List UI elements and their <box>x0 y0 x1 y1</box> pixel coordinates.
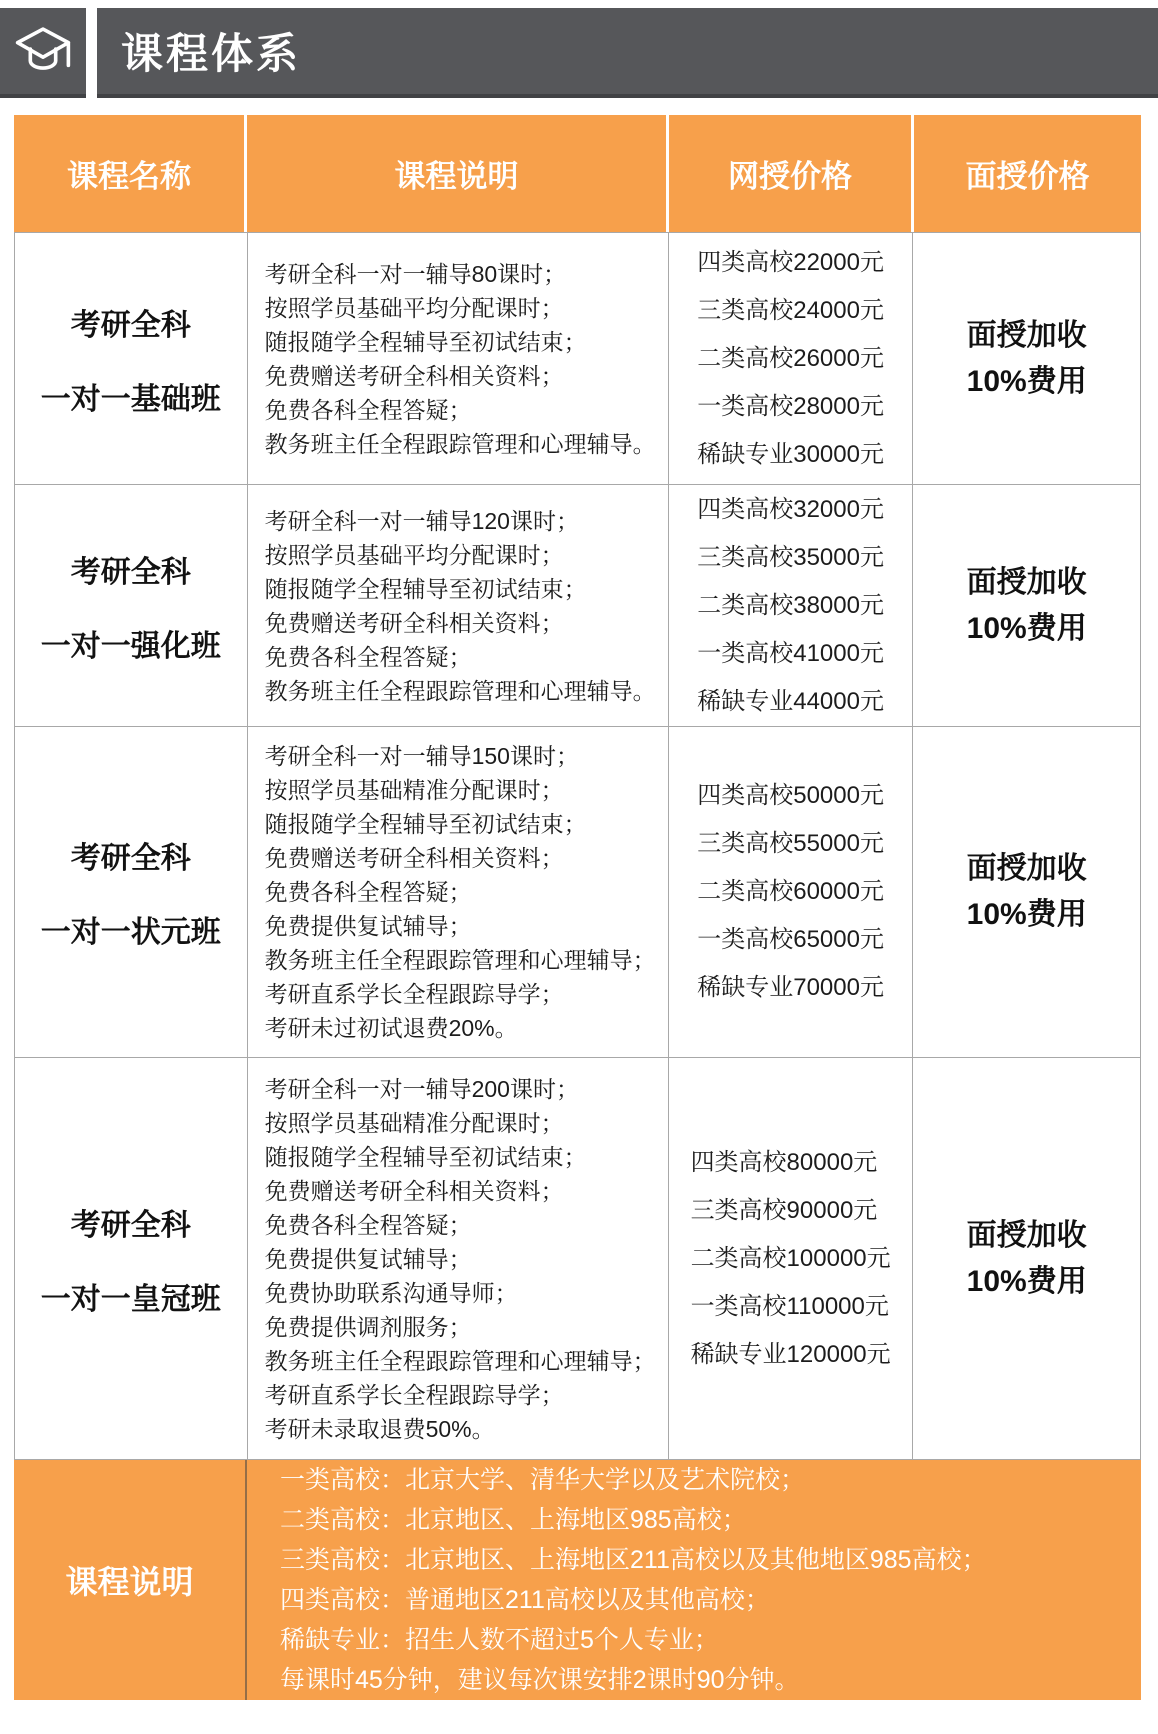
course-description-cell <box>248 485 669 727</box>
description-line: 免费赠送考研全科相关资料； <box>264 609 564 636</box>
description-line: 教务班主任全程跟踪管理和心理辅导。 <box>264 677 656 704</box>
graduation-cap-icon <box>14 20 72 83</box>
course-name-cell <box>15 233 248 485</box>
offline-price-cell <box>913 485 1140 727</box>
footer-note-line: 二类高校：北京地区、上海地区985高校； <box>280 1506 747 1534</box>
description-line: 免费各科全程答疑； <box>264 1211 472 1238</box>
column-header-offline-price: 面授价格 <box>914 115 1141 232</box>
description-line: 随报随学全程辅导至初试结束； <box>264 328 587 355</box>
online-price-cell <box>669 233 914 485</box>
footer-note-line: 一类高校：北京大学、清华大学以及艺术院校； <box>280 1466 806 1494</box>
description-line: 随报随学全程辅导至初试结束； <box>264 811 587 837</box>
online-price-cell <box>669 1058 914 1459</box>
offline-price-cell <box>913 233 1140 485</box>
description-line: 按照学员基础精准分配课时； <box>264 1109 564 1136</box>
course-description-cell <box>248 727 669 1058</box>
price-line: 一类高校28000元 <box>697 392 884 420</box>
course-name-line: 一对一强化班 <box>40 629 221 663</box>
course-name-line: 考研全科 <box>70 842 191 875</box>
price-line: 四类高校80000元 <box>690 1148 878 1176</box>
description-line: 按照学员基础平均分配课时； <box>264 294 564 321</box>
offline-price-line: 10%费用 <box>966 611 1087 645</box>
course-name-line: 一对一状元班 <box>40 916 221 949</box>
offline-price-cell <box>913 727 1140 1058</box>
description-line: 免费提供调剂服务； <box>264 1313 472 1340</box>
offline-price-line: 10%费用 <box>966 364 1087 398</box>
offline-price-cell <box>913 1058 1140 1459</box>
description-line: 考研未过初试退费20%。 <box>264 1015 518 1041</box>
price-line: 稀缺专业70000元 <box>697 974 884 1001</box>
course-name-cell <box>15 485 248 727</box>
course-name-line: 考研全科 <box>70 308 191 342</box>
price-line: 二类高校60000元 <box>697 878 884 905</box>
price-line: 四类高校32000元 <box>697 495 884 523</box>
description-line: 教务班主任全程跟踪管理和心理辅导； <box>264 1347 656 1374</box>
offline-price-line: 10%费用 <box>966 898 1087 931</box>
price-line: 三类高校90000元 <box>690 1196 878 1224</box>
price-line: 稀缺专业30000元 <box>697 440 884 468</box>
footer-note-line: 稀缺专业：招生人数不超过5个人专业； <box>280 1626 719 1654</box>
description-line: 教务班主任全程跟踪管理和心理辅导。 <box>264 430 656 457</box>
description-line: 考研全科一对一辅导80课时； <box>264 260 567 287</box>
price-line: 二类高校26000元 <box>697 344 884 372</box>
price-line: 三类高校55000元 <box>697 830 884 857</box>
course-name-cell <box>15 1058 248 1459</box>
description-line: 考研直系学长全程跟踪导学； <box>264 1381 564 1408</box>
table-body <box>14 232 1141 1460</box>
course-description-cell <box>248 233 669 485</box>
column-header-course-description: 课程说明 <box>247 115 669 232</box>
price-line: 三类高校24000元 <box>697 296 884 324</box>
price-line: 三类高校35000元 <box>697 543 884 571</box>
footer-note-line: 每课时45分钟，建议每次课安排2课时90分钟。 <box>280 1666 800 1694</box>
footer-notes <box>247 1460 1141 1700</box>
description-line: 按照学员基础精准分配课时； <box>264 777 564 803</box>
description-line: 免费提供复试辅导； <box>264 1245 472 1272</box>
title-bar <box>97 8 1158 98</box>
course-description-cell <box>248 1058 669 1459</box>
column-header-course-name: 课程名称 <box>14 115 247 232</box>
description-line: 按照学员基础平均分配课时； <box>264 541 564 568</box>
course-name-line: 一对一皇冠班 <box>40 1282 221 1316</box>
page-header <box>0 8 1158 98</box>
description-line: 考研直系学长全程跟踪导学； <box>264 981 564 1007</box>
course-name-line: 一对一基础班 <box>40 382 221 416</box>
description-line: 免费提供复试辅导； <box>264 913 472 939</box>
offline-price-line: 面授加收 <box>966 565 1087 599</box>
course-name-line: 考研全科 <box>70 555 191 589</box>
table-footer-row <box>14 1460 1141 1699</box>
footer-note-line: 四类高校：普通地区211高校以及其他高校； <box>280 1586 770 1614</box>
offline-price-line: 10%费用 <box>966 1264 1087 1298</box>
price-line: 四类高校22000元 <box>697 248 884 276</box>
description-line: 免费赠送考研全科相关资料； <box>264 1177 564 1204</box>
course-table <box>14 115 1141 1699</box>
description-line: 考研全科一对一辅导200课时； <box>264 1075 579 1102</box>
table-header-row <box>14 115 1141 232</box>
description-line: 教务班主任全程跟踪管理和心理辅导； <box>264 947 656 973</box>
online-price-cell <box>669 485 914 727</box>
description-line: 免费赠送考研全科相关资料； <box>264 845 564 871</box>
column-header-online-price: 网授价格 <box>669 115 914 232</box>
price-line: 二类高校100000元 <box>690 1244 891 1272</box>
description-line: 免费各科全程答疑； <box>264 396 472 423</box>
price-line: 一类高校65000元 <box>697 926 884 953</box>
logo-box <box>0 8 86 98</box>
offline-price-line: 面授加收 <box>966 318 1087 352</box>
price-line: 一类高校41000元 <box>697 639 884 667</box>
online-price-cell <box>669 727 914 1058</box>
description-line: 考研全科一对一辅导120课时； <box>264 507 579 534</box>
price-line: 四类高校50000元 <box>697 782 884 809</box>
price-line: 一类高校110000元 <box>690 1292 889 1320</box>
description-line: 免费各科全程答疑； <box>264 879 472 905</box>
page-title: 课程体系 <box>121 30 302 77</box>
footer-note-line: 三类高校：北京地区、上海地区211高校以及其他地区985高校； <box>280 1546 987 1574</box>
course-name-line: 考研全科 <box>70 1208 191 1242</box>
price-line: 稀缺专业120000元 <box>690 1340 891 1368</box>
course-name-cell <box>15 727 248 1058</box>
description-line: 免费各科全程答疑； <box>264 643 472 670</box>
description-line: 免费协助联系沟通导师； <box>264 1279 518 1306</box>
price-line: 二类高校38000元 <box>697 591 884 619</box>
footer-label: 课程说明 <box>14 1460 247 1700</box>
description-line: 考研未录取退费50%。 <box>264 1415 495 1442</box>
description-line: 随报随学全程辅导至初试结束； <box>264 1143 587 1170</box>
description-line: 免费赠送考研全科相关资料； <box>264 362 564 389</box>
price-line: 稀缺专业44000元 <box>697 687 884 715</box>
offline-price-line: 面授加收 <box>966 1218 1087 1252</box>
description-line: 考研全科一对一辅导150课时； <box>264 743 579 769</box>
description-line: 随报随学全程辅导至初试结束； <box>264 575 587 602</box>
offline-price-line: 面授加收 <box>966 852 1087 885</box>
